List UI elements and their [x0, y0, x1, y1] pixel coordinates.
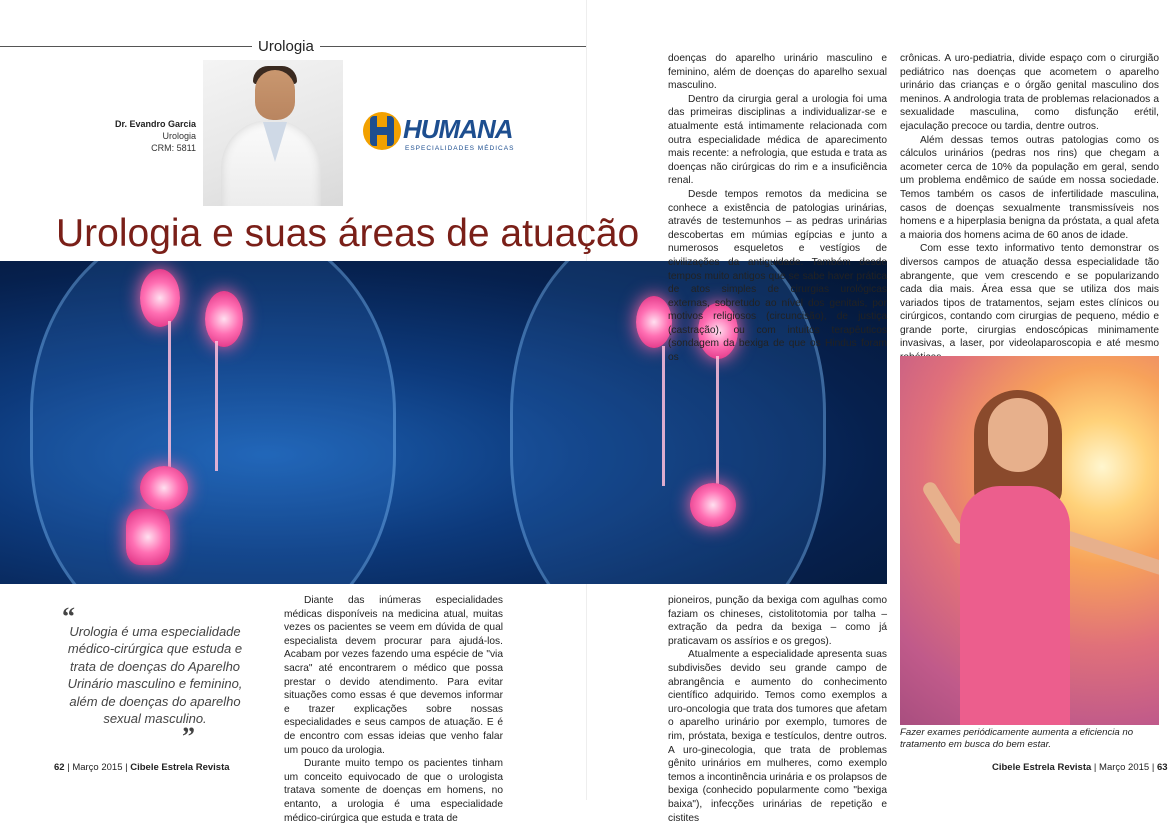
footer-left [54, 762, 230, 773]
paragraph: doenças do aparelho urinário masculino e feminino, além de doenças do aparelho sexual masculino. [668, 53, 887, 92]
logo-word: HUMANA [403, 114, 513, 144]
footer-date-right: | Março 2015 | [1091, 762, 1157, 773]
magazine-name-left: Cibele Estrela Revista [130, 762, 230, 773]
footer-right [992, 762, 1168, 773]
paragraph: Desde tempos remotos da medicina se conhece a existência de patologias urinárias, através de testemunhos – as pedras urinárias descobertas em múmias egípcias e junto a numerosos esqueletos e vestígios de civilizações da antiguidade. Também desde tempos muito antigos que se sabe haver prática de atos simples de cirurgias urológicas externas, sobretudo ao nível dos genitais, por motivos religiosos (circuncisão), de justiça (castração), ou com intuitos terapêuticos (sondagem da bexiga de que os Hindus foram os [668, 188, 887, 364]
page-number-left: 62 [54, 762, 65, 773]
open-quote-icon: “ [62, 602, 75, 631]
humana-logo [363, 112, 523, 156]
humana-logo-mark [363, 112, 401, 150]
author-photo [203, 60, 343, 206]
magazine-name-right: Cibele Estrela Revista [992, 762, 1092, 773]
author-block [100, 118, 196, 154]
author-crm: CRM: 5811 [151, 143, 196, 153]
close-quote-icon: ” [182, 722, 195, 751]
section-label: Urologia [252, 38, 320, 55]
photo-caption: Fazer exames periódicamente aumenta a eficiencia no tratamento em busca do bem estar. [900, 727, 1134, 750]
pull-quote: Urologia é uma especialidade médico-cirúrgica que estuda e trata de doenças do Aparelho Urinário masculino e feminino, além de doenças do aparelho sexual masculino. [67, 624, 243, 727]
woman-photo [900, 356, 1159, 725]
footer-date-left: | Março 2015 | [64, 762, 131, 773]
article-title: Urologia e suas áreas de atuação [56, 212, 640, 255]
author-specialty: Urologia [162, 131, 196, 141]
logo-subtitle: ESPECIALIDADES MÉDICAS [405, 145, 515, 152]
author-name: Dr. Evandro Garcia [114, 119, 196, 129]
paragraph: crônicas. A uro-pediatria, divide espaço com o cirurgião pediátrico nas doenças que acometem o aparelho urinário das crianças e o órgão genital masculino dos meninos. A andrologia trata de problemas relacionados a sexualidade masculina, como disfunção erétil, ejaculação precoce ou tardia, dentre outros. [900, 53, 1159, 132]
paragraph: pioneiros, punção da bexiga com agulhas como faziam os chineses, cistolitotomia por talha – extração da pedra da bexiga – como já praticavam os assírios e os gregos). [668, 595, 887, 647]
paragraph: Dentro da cirurgia geral a urologia foi uma das primeiras disciplinas a individualizar-se e atualmente está intimamente relacionada com outra especialidade médica de aparecimento mais recente: a nefrologia, que estuda e trata as doenças não cirúrgicas do rim e a insuficiência renal. [668, 93, 887, 187]
paragraph: Com esse texto informativo tento demonstrar os diversos campos de atuação dessa especialidade tão abrangente, que vem crescendo e se popularizando cada dia mais. Área essa que se utiliza dos mais variados tipos de tratamentos, sejam estes clínicos ou cirúrgicos, contando com cirurgias de pequeno, médio e grande porte, cirurgias endoscópicas minimamente invasivas, a laser, por videolaparoscopia e até mesmo [900, 243, 1159, 350]
page-number-right: 63 [1156, 762, 1168, 773]
paragraph: Diante das inúmeras especialidades médicas disponíveis na medicina atual, muitas vezes os pacientes se veem em dúvida de qual especialista devem procurar para ajudá-los. Acabam por vezes fazendo uma espécie de "via sacra" até encontrarem o médico que possa prestar o devido atendimento. Para evitar situações como essas é que devemos informar e trazer explicações sobre nossas especialidades e seus campos de atuação. E é de encontro com essas ideias que venho falar um pouco da urologia. [284, 595, 503, 756]
column-middle-top [668, 52, 887, 365]
paragraph: Atualmente a especialidade apresenta suas subdivisões devido seu grande campo de abrangência e aumento do conhecimento científico adquirido. Temos como exemplos a uro-oncologia que trata dos tumores que afetam o aparelho urinário por exemplo, tumores de rim, próstata, bexiga e testículos, dentre outros. A uro-ginecologia, que trata de problemas gênito urinários em mulheres, como exemplo temos a incontinência urinária e os prolapsos de bexiga (conhecido popularmente como "bexiga baixa"), infecções urinárias de repetição e cistites [668, 649, 887, 824]
column-middle-bottom [668, 594, 887, 825]
paragraph: Além dessas temos outras patologias como os cálculos urinários (pedras nos rins) que chegam a acometer cerca de 10% da população em geral, sendo um problema endêmico de saúde em nossa sociedade. Temos também os casos de infertilidade masculina, casos de doenças sexualmente transmissíveis nos homens e a hiperplasia benigna da próstata, a qual afeta a maioria dos homens acima de 60 anos de idade. [900, 134, 1159, 241]
paragraph: Durante muito tempo os pacientes tinham um conceito equivocado de que o urologista tratava somente de doenças em homens, no entanto, a urologia é uma especialidade médico-cirúrgica que estuda e trata de [284, 758, 503, 824]
column-left-bottom [284, 594, 503, 825]
